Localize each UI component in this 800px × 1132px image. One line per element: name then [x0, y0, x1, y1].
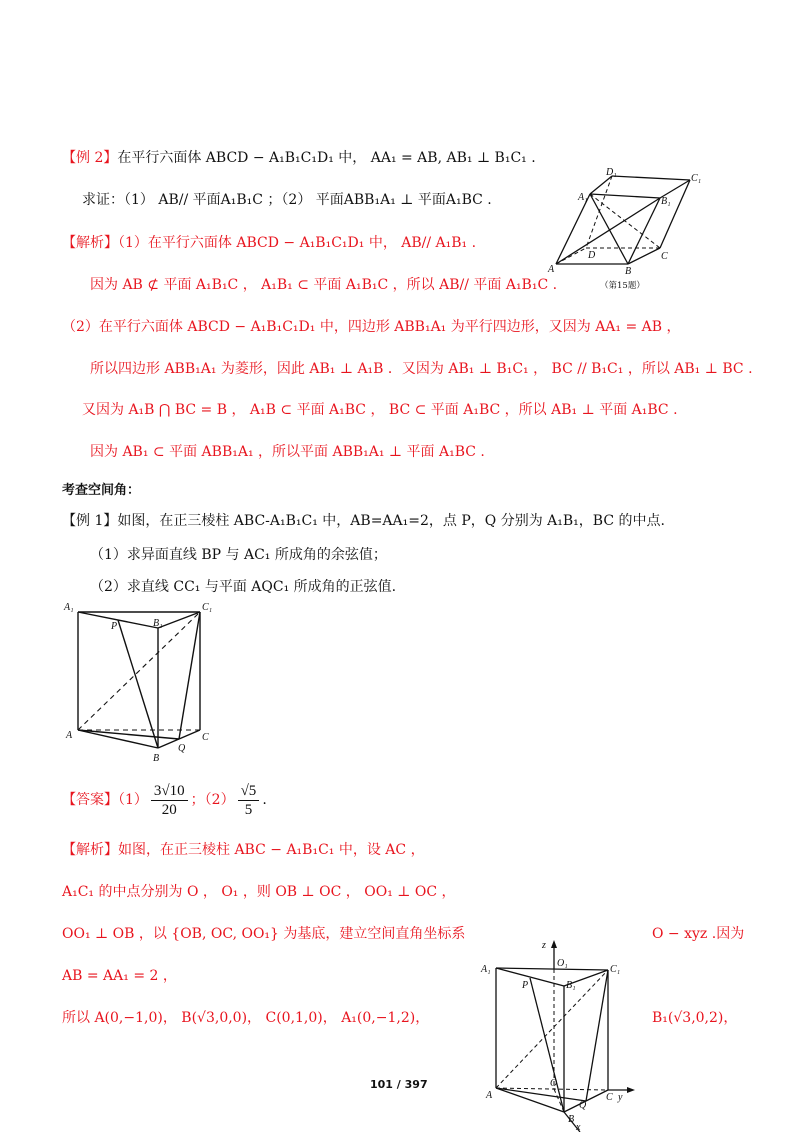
answer-f2-numerator: √5 [238, 782, 260, 801]
fig2-label-a: A [66, 730, 73, 741]
fig2-label-c: C [202, 732, 209, 743]
edge-a-b [496, 1088, 564, 1112]
fig1-label-d1: D₁ [606, 167, 617, 178]
edge-a-b [78, 730, 158, 748]
ex1-sol-line5b: B₁(√3,0,2)， [652, 1010, 738, 1026]
ex2-sol-line5: 又因为 A₁B ⋂ BC = B ， A₁B ⊂ 平面 A₁BC ， BC ⊂ 平面 A₁BC ，所以 AB₁ ⊥ 平面 A₁BC . [82, 402, 678, 418]
fig1-label-a: A [548, 264, 555, 275]
fig3-label-z: z [542, 940, 546, 951]
fig3-label-a: A [486, 1090, 493, 1101]
fig2-label-b: B [153, 753, 160, 764]
prism-figure [62, 598, 222, 768]
ex1-question-1: （1）求异面直线 BP 与 AC₁ 所成角的余弦值； [90, 547, 387, 563]
fig1-label-c1: C₁ [691, 173, 702, 184]
fig1-label-a1: A₁ [578, 192, 588, 203]
fig2-label-a1: A₁ [64, 602, 74, 613]
page-number: 101 / 397 [370, 1078, 428, 1091]
ex2-statement [62, 148, 536, 168]
fig3-label-x: x [576, 1122, 581, 1132]
fig3-label-b: B [568, 1114, 575, 1125]
answer-f2-denominator: 5 [244, 801, 253, 818]
prism-axes-figure [478, 936, 640, 1132]
ex1-sol-line3b: O − xyz .因为 [652, 926, 745, 942]
diag-a-c1 [78, 612, 200, 730]
ex1-sol-l1: 如图，在正三棱柱 ABC − A₁B₁C₁ 中，设 AC ， [118, 842, 425, 858]
ex2-sol-line4: 所以四边形 ABB₁A₁ 为菱形，因此 AB₁ ⊥ A₁B ．又因为 AB₁ ⊥ B₁C₁ ， BC // B₁C₁ ，所以 AB₁ ⊥ BC . [90, 361, 753, 377]
fig1-label-b: B [625, 266, 632, 277]
ex1-sol-line5a: 所以 A(0,−1,0)， B(√3,0,0)， C(0,1,0)， A₁(0,−1,2)， [62, 1010, 430, 1026]
ex2-sol-line2: 因为 AB ⊄ 平面 A₁B₁C ， A₁B₁ ⊂ 平面 A₁B₁C ，所以 AB// 平面 A₁B₁C . [90, 277, 558, 293]
ex2-sol-l1: （1）在平行六面体 ABCD − A₁B₁C₁D₁ 中， AB// A₁B₁ . [118, 235, 477, 251]
ex1-question-2: （2）求直线 CC₁ 与平面 AQC₁ 所成角的正弦值. [90, 579, 397, 595]
edge-b-c [628, 248, 660, 264]
fig3-label-o1: O₁ [557, 958, 568, 969]
ex2-sol-line6: 因为 AB₁ ⊂ 平面 ABB₁A₁ ，所以平面 ABB₁A₁ ⊥ 平面 A₁BC . [90, 444, 485, 460]
edge-a1-c1 [496, 968, 608, 970]
fig3-label-a1: A₁ [481, 964, 491, 975]
answer-f1-denominator: 20 [161, 801, 177, 818]
seg-c1-q [179, 612, 200, 739]
fig1-label-c: C [661, 251, 668, 262]
fig2-label-p: P [111, 621, 118, 632]
fig3-label-b1: B₁ [566, 980, 576, 991]
ex1-sol-line4: AB = AA₁ = 2 ， [62, 968, 177, 984]
ex1-tag: 【例 1】 [62, 513, 118, 529]
ex2-tag: 【例 2】 [62, 150, 118, 166]
edge-c1-c [660, 180, 690, 248]
ex2-prove: 求证：（1） AB// 平面A₁B₁C ；（2） 平面ABB₁A₁ ⊥ 平面A₁BC . [82, 192, 492, 208]
answer-separator: ；（2） [190, 792, 235, 808]
ex1-sol-line2: A₁C₁ 的中点分别为 O ， O₁ ，则 OB ⊥ OC ， OO₁ ⊥ OC ， [62, 884, 456, 900]
fig3-label-p: P [522, 980, 529, 991]
fig3-label-q: Q [579, 1100, 587, 1111]
ex1-sol-tag: 【解析】 [62, 842, 118, 858]
seg-a-q [78, 730, 179, 739]
ex2-sol-tag: 【解析】 [62, 235, 118, 251]
ex2-stmt: 在平行六面体 ABCD − A₁B₁C₁D₁ 中， AA₁ = AB, AB₁ ⊥ B₁C₁ . [117, 150, 536, 166]
diag-a1-b [590, 194, 628, 264]
fig2-label-q: Q [178, 743, 186, 754]
ex2-sol-line1 [62, 233, 476, 253]
answer-part1: （1） [118, 792, 148, 808]
fig3-label-o: O [550, 1078, 558, 1089]
section-title: 考查空间角： [62, 483, 141, 498]
fig2-label-b1: B₁ [153, 618, 163, 629]
seg-p-b [118, 620, 158, 748]
edge-a1-b1 [590, 194, 660, 198]
answer-tag: 【答案】 [62, 792, 118, 808]
ex1-statement [62, 511, 665, 531]
answer-end: . [262, 792, 267, 808]
answer-fraction-1 [151, 782, 188, 819]
ex1-sol-line3a: OO₁ ⊥ OB ，以 {OB, OC, OO₁} 为基底，建立空间直角坐标系 [62, 926, 466, 942]
fig1-caption: （第15题） [600, 281, 645, 291]
fig2-label-c1: C₁ [202, 602, 213, 613]
seg-a-q [496, 1088, 586, 1101]
answer-fraction-2 [238, 782, 260, 819]
edge-b1-c1 [158, 612, 200, 628]
ex1-stmt: 如图，在正三棱柱 ABC-A₁B₁C₁ 中，AB=AA₁=2，点 P，Q 分别为 A₁B₁，BC 的中点. [117, 513, 665, 529]
ex1-sol-line1 [62, 840, 425, 860]
answer-line [62, 780, 267, 820]
y-arrow [627, 1087, 635, 1093]
answer-f1-numerator: 3√10 [151, 782, 188, 801]
parallelepiped-figure [548, 167, 702, 292]
ex2-sol-line3: （2）在平行六面体 ABCD − A₁B₁C₁D₁ 中，四边形 ABB₁A₁ 为平行四边形，又因为 AA₁ = AB ， [62, 319, 681, 335]
fig1-label-b1: B₁ [661, 196, 671, 207]
z-arrow [551, 940, 557, 948]
fig3-label-c1: C₁ [610, 964, 621, 975]
seg-p-b [530, 978, 564, 1112]
edge-d1-c1 [612, 176, 690, 180]
fig3-label-y: y [618, 1092, 623, 1103]
fig3-label-c: C [606, 1092, 613, 1103]
fig1-label-d: D [588, 250, 596, 261]
